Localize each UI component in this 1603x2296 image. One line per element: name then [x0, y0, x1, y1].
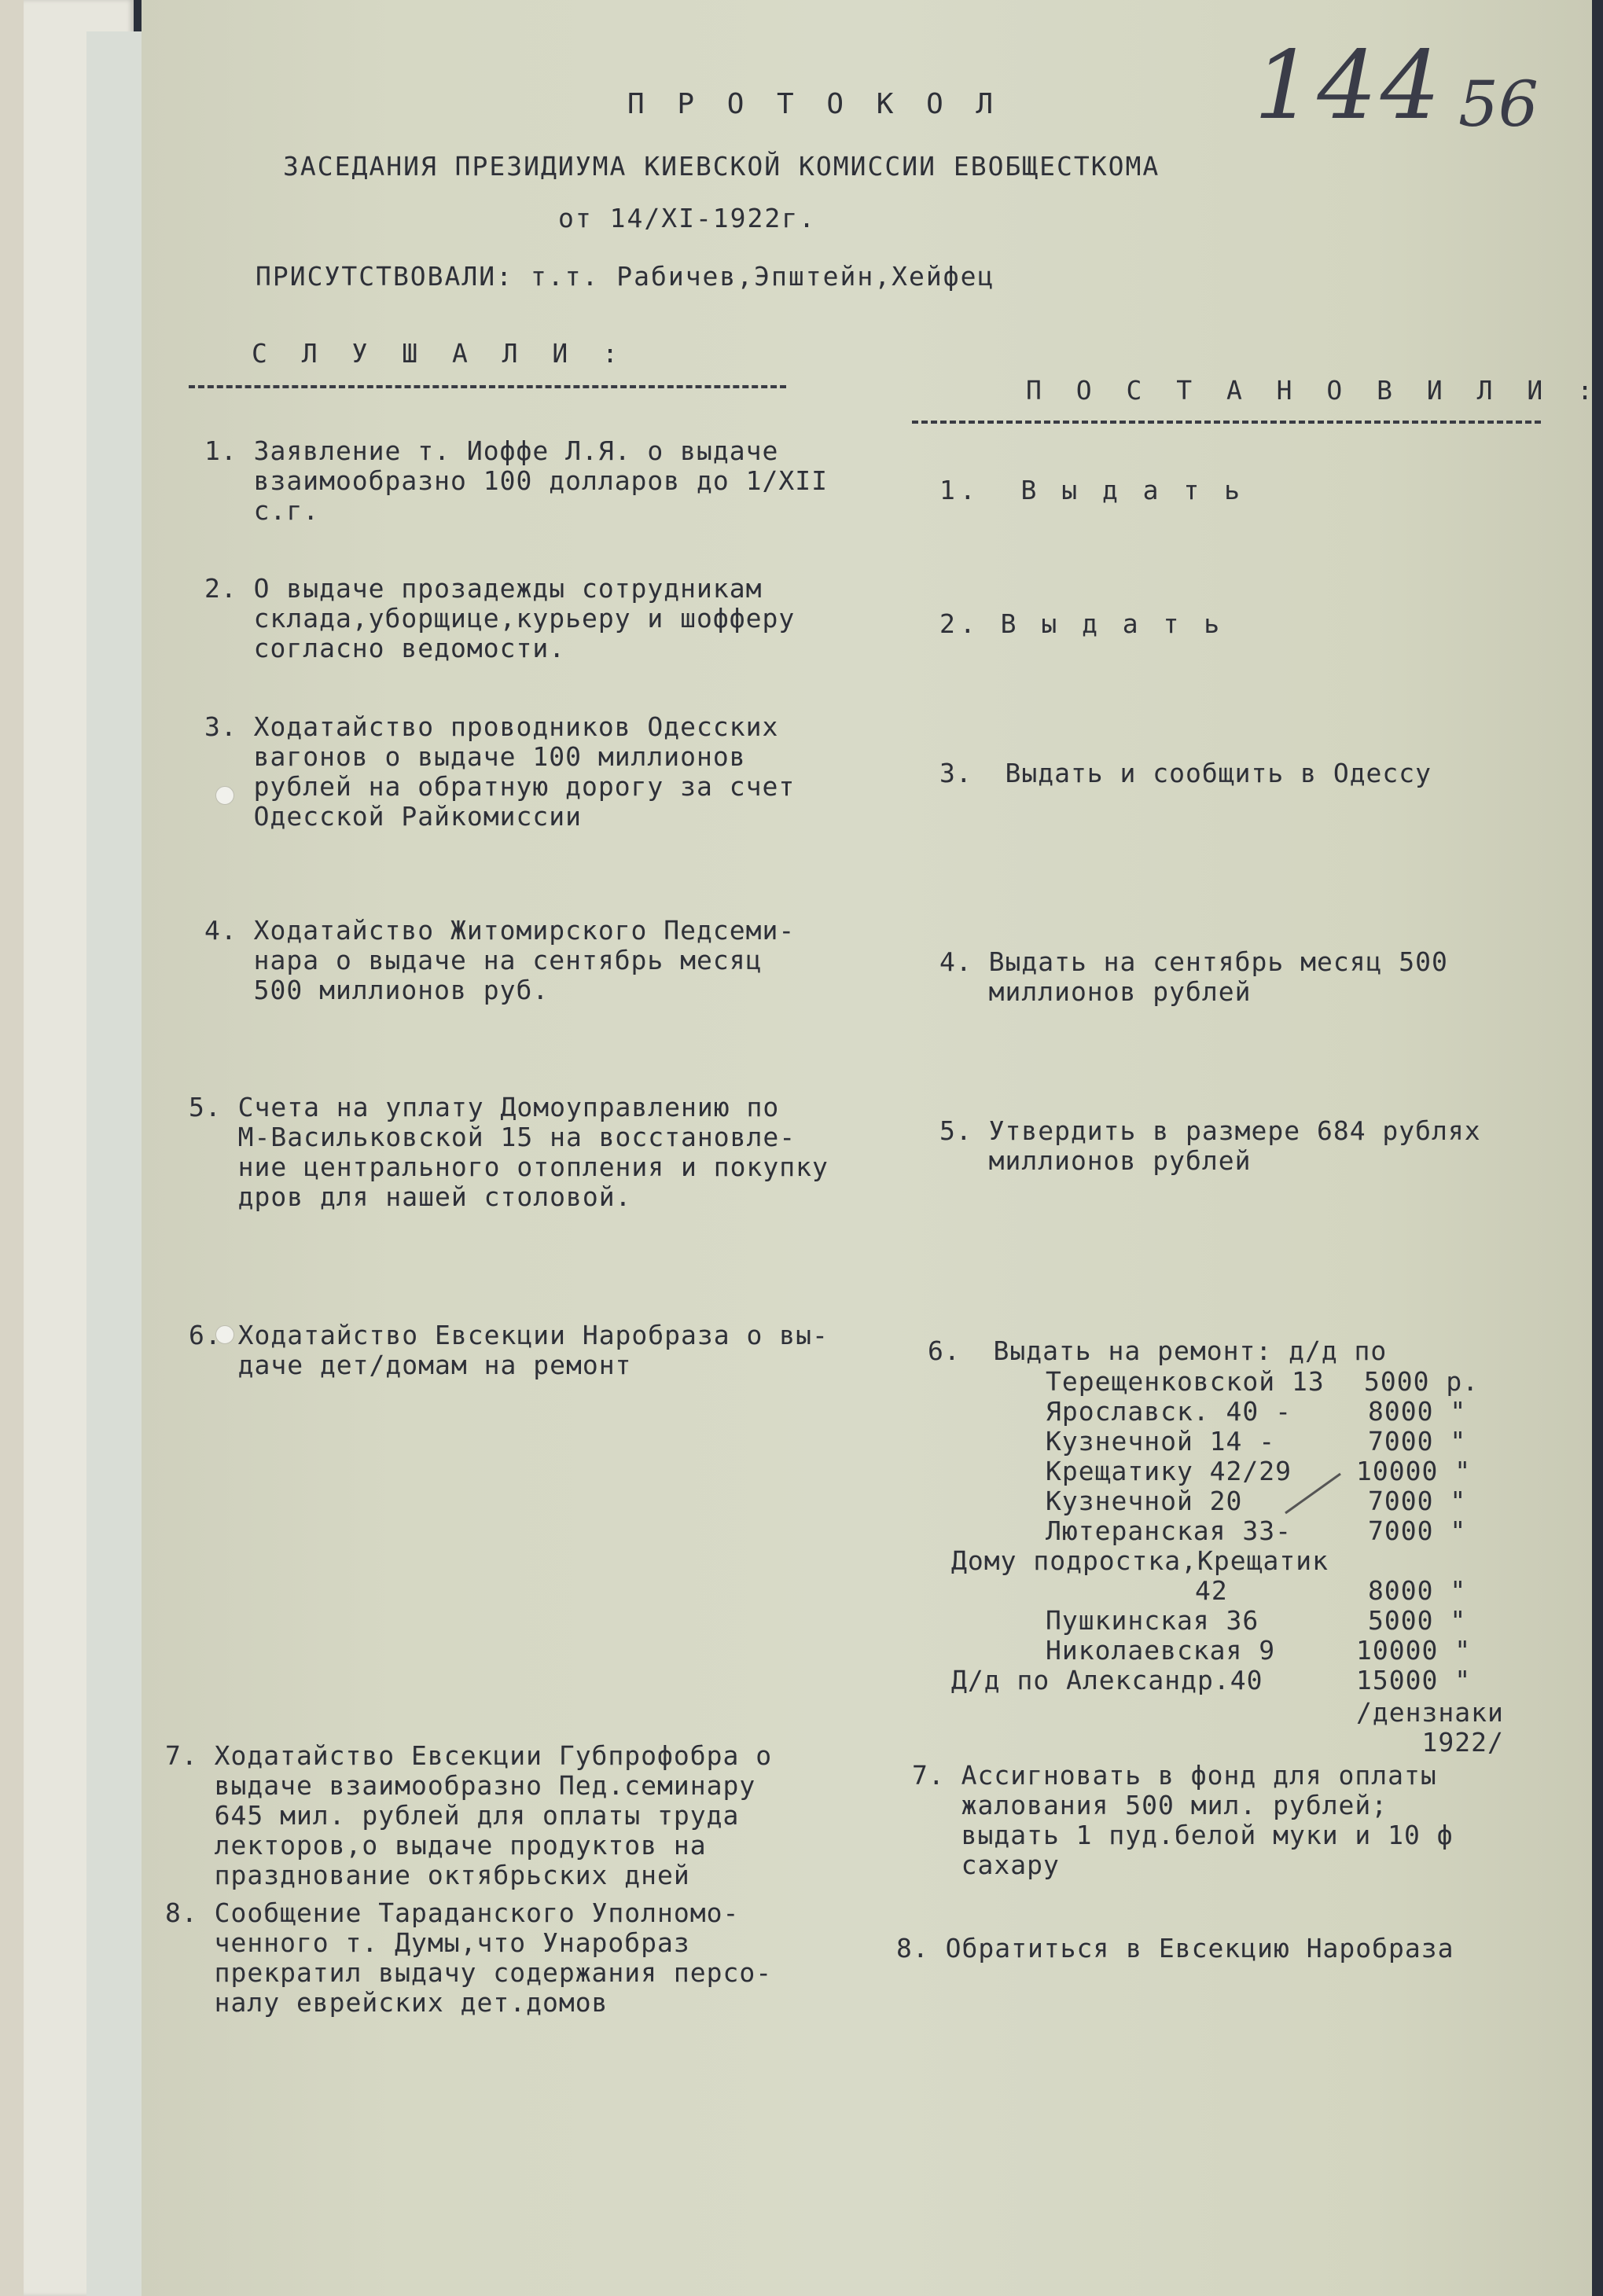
heard-item: 5. Счета на уплату Домоуправлению по М-Васильковской 15 на восстановле- ние центрального отопления и покупку дров для нашей столовой.: [189, 1092, 829, 1212]
heard-item: 7. Ходатайство Евсекции Губпрофобра о выдаче взаимообразно Пед.семинару 645 мил. рублей для оплаты труда лекторов,о выдаче продуктов на празднование октябрьских дней: [165, 1740, 773, 1890]
repair-label: Николаевская 9: [1046, 1635, 1276, 1666]
repair-amount: 8000 ": [1368, 1575, 1467, 1606]
page-number: 144: [1254, 31, 1444, 141]
decided-item: 3. Выдать и сообщить в Одессу: [939, 758, 1432, 788]
repair-label: Дому подростка,Крещатик: [951, 1545, 1329, 1576]
repair-label: Пушкинская 36: [1046, 1605, 1259, 1636]
repair-label: Д/д по Александр.40: [951, 1665, 1263, 1695]
decided-item: 6. Выдать на ремонт: д/д по: [928, 1335, 1388, 1366]
repair-amount: 15000 ": [1356, 1665, 1472, 1695]
decided-item: 4. Выдать на сентябрь месяц 500 миллионов рублей: [939, 946, 1448, 1007]
heard-item: 8. Сообщение Тараданского Уполномо- ченного т. Думы,что Унаробраз прекратил выдачу содержания персо- налу еврейских дет.домов: [165, 1897, 773, 2018]
heard-item: 3. Ходатайство проводников Одесских вагонов о выдаче 100 миллионов рублей на обратную дорогу за счет Одесской Райкомиссии: [204, 711, 796, 832]
repair-amount: 7000 ": [1368, 1515, 1467, 1546]
repair-amount: 5000 ": [1368, 1605, 1467, 1636]
repair-label: Крещатику 42/29: [1046, 1456, 1292, 1486]
repair-amount: 10000 ": [1356, 1635, 1472, 1666]
decided-item: 5. Утвердить в размере 684 рублях миллионов рублей: [939, 1115, 1481, 1176]
repair-amount: 7000 ": [1368, 1426, 1467, 1457]
repair-label: Кузнечной 20: [1046, 1486, 1243, 1516]
document-subtitle: ЗАСЕДАНИЯ ПРЕЗИДИУМА КИЕВСКОЙ КОМИССИИ ЕВОБЩЕСТКОМА: [283, 151, 1160, 182]
decided-item: 7. Ассигновать в фонд для оплаты жалования 500 мил. рублей; выдать 1 пуд.белой муки и 10 ф сахару: [912, 1760, 1454, 1880]
page-number-alt: 56: [1458, 68, 1539, 141]
decided-heading: П О С Т А Н О В И Л И :: [1026, 375, 1602, 406]
repair-label: Ярославск. 40 -: [1046, 1396, 1292, 1427]
repair-label: Лютеранская 33-: [1046, 1515, 1292, 1546]
meeting-date: от 14/XI-1922г.: [558, 203, 817, 233]
repair-amount: 5000 р.: [1364, 1366, 1480, 1397]
repair-amount: 10000 ": [1356, 1456, 1472, 1486]
repair-label: Терещенковской 13: [1046, 1366, 1325, 1397]
heard-item: 4. Ходатайство Житомирского Педсеми- нара о выдаче на сентябрь месяц 500 миллионов руб.: [204, 915, 796, 1005]
document-title: П Р О Т О К О Л: [627, 88, 1002, 120]
heard-item: 1. Заявление т. Иоффе Л.Я. о выдаче взаимообразно 100 долларов до 1/XII с.г.: [204, 435, 828, 526]
decided-underline: [912, 421, 1541, 424]
heard-item: 6. Ходатайство Евсекции Наробраза о вы- даче дет/домам на ремонт: [189, 1320, 829, 1380]
repair-amount: 8000 ": [1368, 1396, 1467, 1427]
heard-underline: [189, 385, 786, 388]
pencil-mark: [1281, 1470, 1344, 1517]
heard-item: 2. О выдаче прозадежды сотрудникам склада,уборщице,курьеру и шофферу согласно ведомости.: [204, 573, 796, 663]
repairs-note: /дензнаки 1922/: [1356, 1697, 1504, 1758]
decided-item: 2. В ы д а т ь: [939, 608, 1225, 639]
attendees: ПРИСУТСТВОВАЛИ: т.т. Рабичев,Эпштейн,Хейфец: [256, 261, 995, 292]
document-page: [142, 0, 1602, 2296]
decided-item: 1. В ы д а т ь: [939, 475, 1245, 505]
decided-item: 8. Обратиться в Евсекцию Наробраза: [896, 1933, 1454, 1964]
repair-label: Кузнечной 14 -: [1046, 1426, 1276, 1457]
repair-amount: 7000 ": [1368, 1486, 1467, 1516]
repair-label: 42: [1195, 1575, 1228, 1606]
heard-heading: С Л У Ш А Л И :: [252, 338, 628, 369]
